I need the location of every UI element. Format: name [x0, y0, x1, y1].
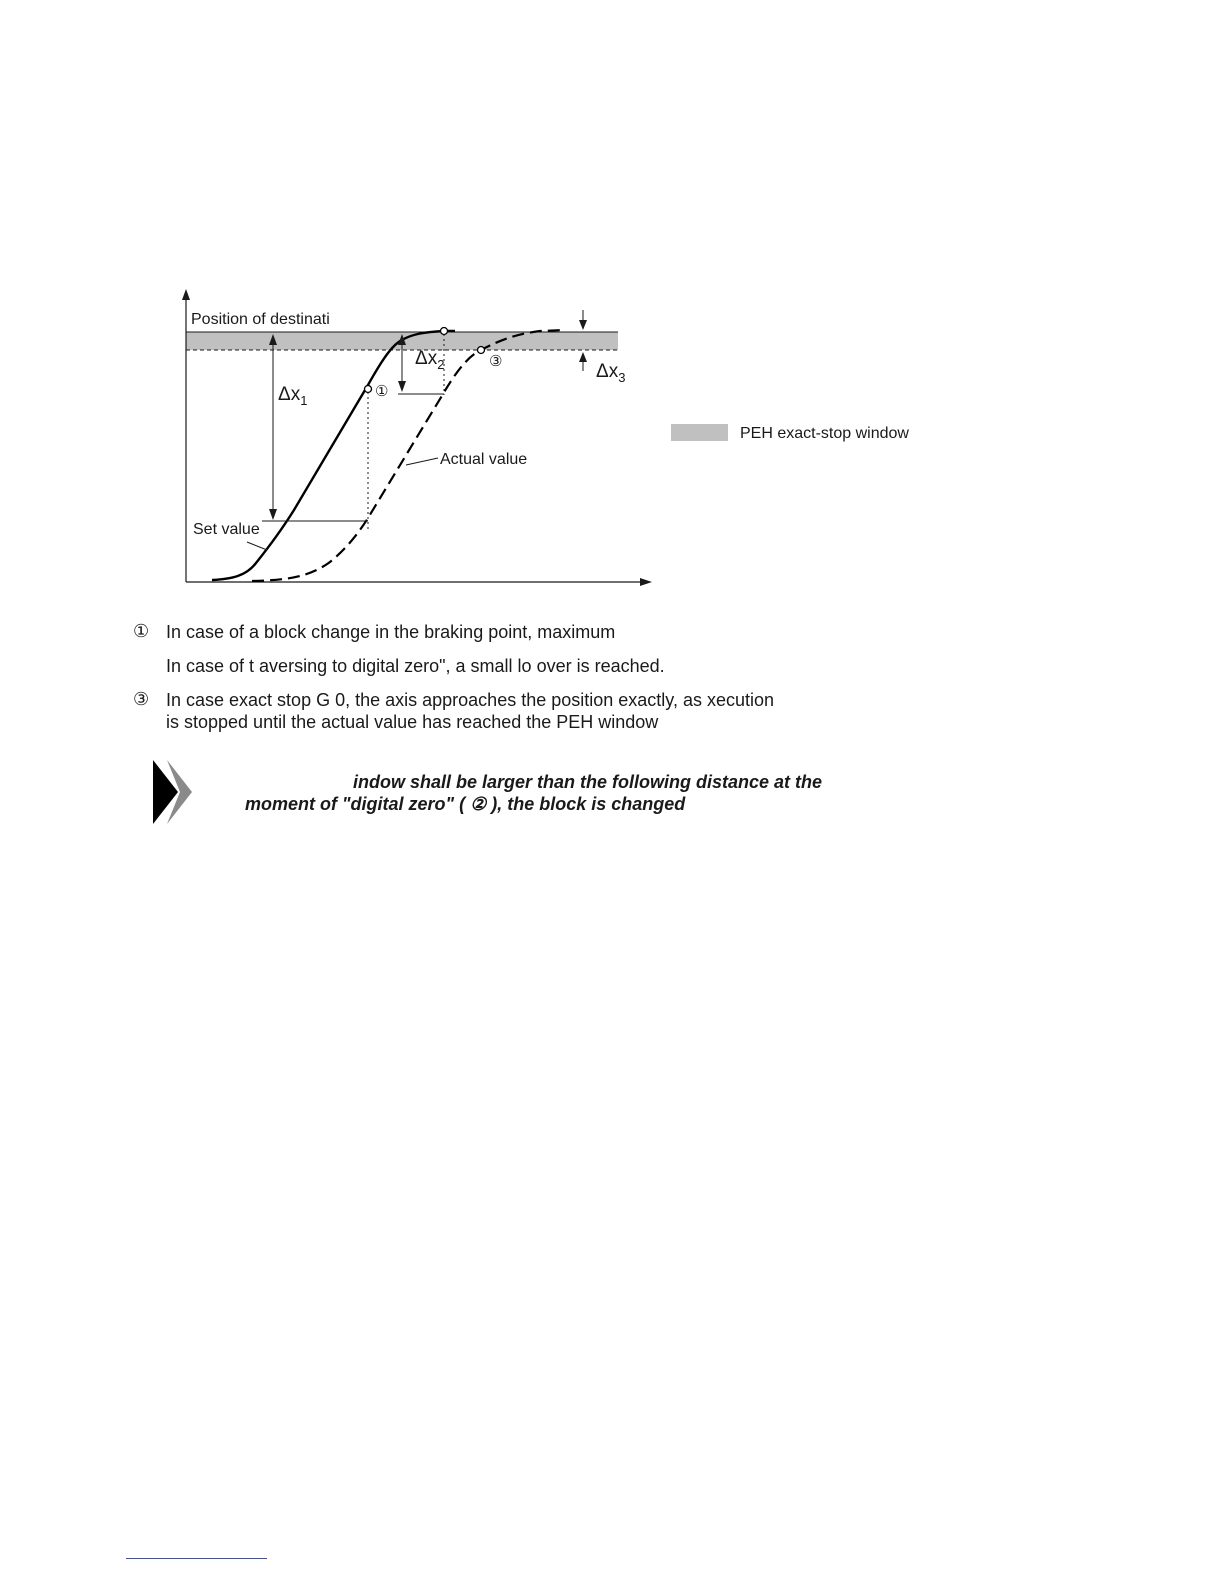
delta-x2-label: $\Delta x_2$ — [415, 348, 445, 372]
note-1-text: In case of a block change in the braking point, maximum — [166, 622, 616, 642]
legend-label: PEH exact-stop window — [740, 425, 909, 442]
position-of-destination-label: Position of destinati — [191, 311, 330, 328]
note-3-text-line-2: is stopped until the actual value has reached the PEH window — [166, 712, 659, 732]
actual-value-label: Actual value — [440, 451, 528, 468]
set-value-label: Set value — [193, 521, 260, 538]
point-3-circle — [478, 347, 485, 354]
dx2-arrow-bottom — [398, 381, 406, 392]
dx3-arrow-upper — [579, 320, 587, 330]
note-3-marker: ③ — [133, 689, 150, 709]
legend-swatch — [671, 424, 728, 441]
x-axis-arrow — [640, 578, 652, 586]
delta-x3-label: $\Delta x_3$ — [596, 361, 626, 385]
hint-text-line-2: moment of "digital zero" ( ② ), the block is changed — [245, 794, 686, 814]
actual-value-leader — [406, 458, 438, 465]
note-1-marker: ① — [133, 621, 150, 641]
hint-arrow-icon — [153, 760, 192, 824]
delta-x1-label: $\Delta x_1$ — [278, 384, 308, 408]
footer-rule — [126, 1558, 267, 1559]
point-2-circle — [441, 328, 448, 335]
dx1-arrow-bottom — [269, 509, 277, 520]
marker-3-label: ③ — [489, 353, 503, 370]
note-2-text: In case of t aversing to digital zero", a small lo over is reached. — [166, 656, 665, 676]
y-axis-arrow — [182, 289, 190, 300]
point-1-circle — [365, 386, 372, 393]
marker-1-label: ① — [375, 383, 389, 400]
set-value-leader — [247, 542, 267, 550]
hint-text-line-1: indow shall be larger than the following distance at the — [353, 772, 823, 792]
note-3-text-line-1: In case exact stop G 0, the axis approaches the position exactly, as xecution — [166, 690, 775, 710]
dx3-arrow-lower — [579, 352, 587, 362]
